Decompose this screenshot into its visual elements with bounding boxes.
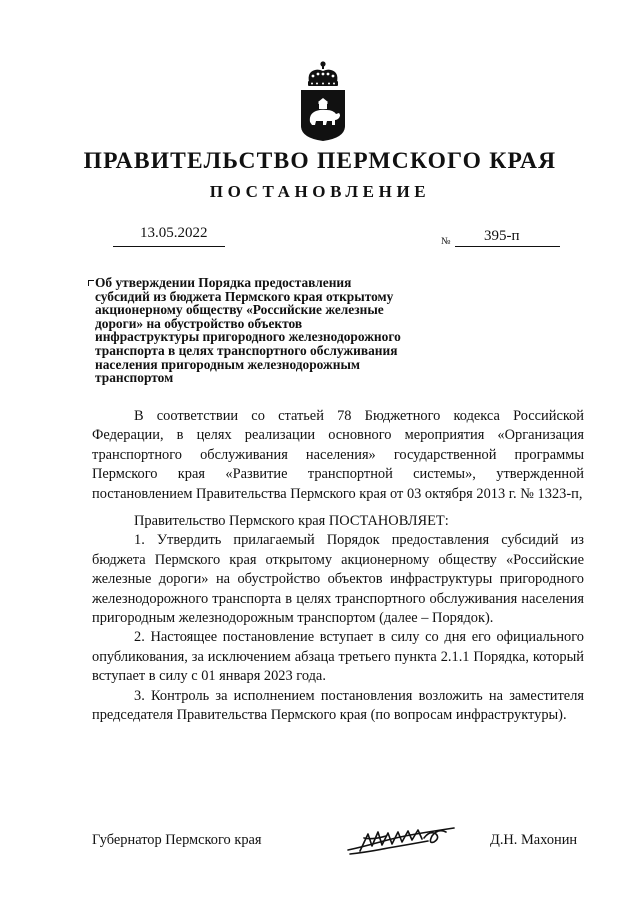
item-1-paragraph: 1. Утвердить прилагаемый Порядок предоставления субсидий из бюджета Пермского края открытому акционерному обществу «Российские железные дороги» на обустройство объектов инфраструктуры пригородного железнодорожного транспорта в целях транспортного обслуживания населения пригородным железнодорожным транспортом (далее – Порядок). xyxy=(92,532,584,627)
number-underline xyxy=(455,246,560,247)
subject-line: акционерному обществу «Российские железные xyxy=(95,302,384,318)
intro-paragraph: В соответствии со статьей 78 Бюджетного кодекса Российской Федерации, в целях реализации основного мероприятия «Организация транспортного обслуживания населения» государственной программы Пермского края «Развитие транспортной системы», утвержденной постановлением Правительства Пермского края от 03 октября 2013 г. № 1323-п, xyxy=(92,408,584,502)
document-type: ПОСТАНОВЛЕНИЕ xyxy=(209,182,431,201)
document-body xyxy=(92,407,584,726)
decree-paragraph: Правительство Пермского края ПОСТАНОВЛЯЕТ: xyxy=(134,513,449,530)
subject-line: инфраструктуры пригородного железнодорожного xyxy=(95,329,401,345)
subject-corner-mark xyxy=(88,280,94,286)
item-2-paragraph: 2. Настоящее постановление вступает в силу со дня его официального опубликования, за исключением абзаца третьего пункта 2.1.1 Порядка, который вступает в силу с 01 января 2023 года. xyxy=(92,629,584,685)
date-underline xyxy=(113,246,225,247)
handwritten-signature-icon xyxy=(342,820,460,862)
subject-line: субсидий из бюджета Пермского края открытому xyxy=(95,288,394,304)
subject-line: транспортом xyxy=(95,370,174,386)
subject-line: дороги» на обустройство объектов xyxy=(95,315,303,331)
number-sign: № xyxy=(441,236,451,247)
subject-line: транспорта в целях транспортного обслуживания xyxy=(95,342,398,358)
document-date: 13.05.2022 xyxy=(140,225,208,241)
subject-line: населения пригородным железнодорожным xyxy=(95,356,361,372)
document-subject xyxy=(95,276,475,385)
signatory-title: Губернатор Пермского края xyxy=(92,832,262,848)
coat-of-arms-icon xyxy=(297,60,349,142)
subject-line: Об утверждении Порядка предоставления xyxy=(95,275,352,290)
government-title: ПРАВИТЕЛЬСТВО ПЕРМСКОГО КРАЯ xyxy=(83,148,557,174)
signatory-name: Д.Н. Махонин xyxy=(490,832,578,848)
document-number: 395-п xyxy=(484,228,520,244)
item-3-paragraph: 3. Контроль за исполнением постановления возложить на заместителя председателя Правительства Пермского края (по вопросам инфраструктуры). xyxy=(92,687,584,724)
